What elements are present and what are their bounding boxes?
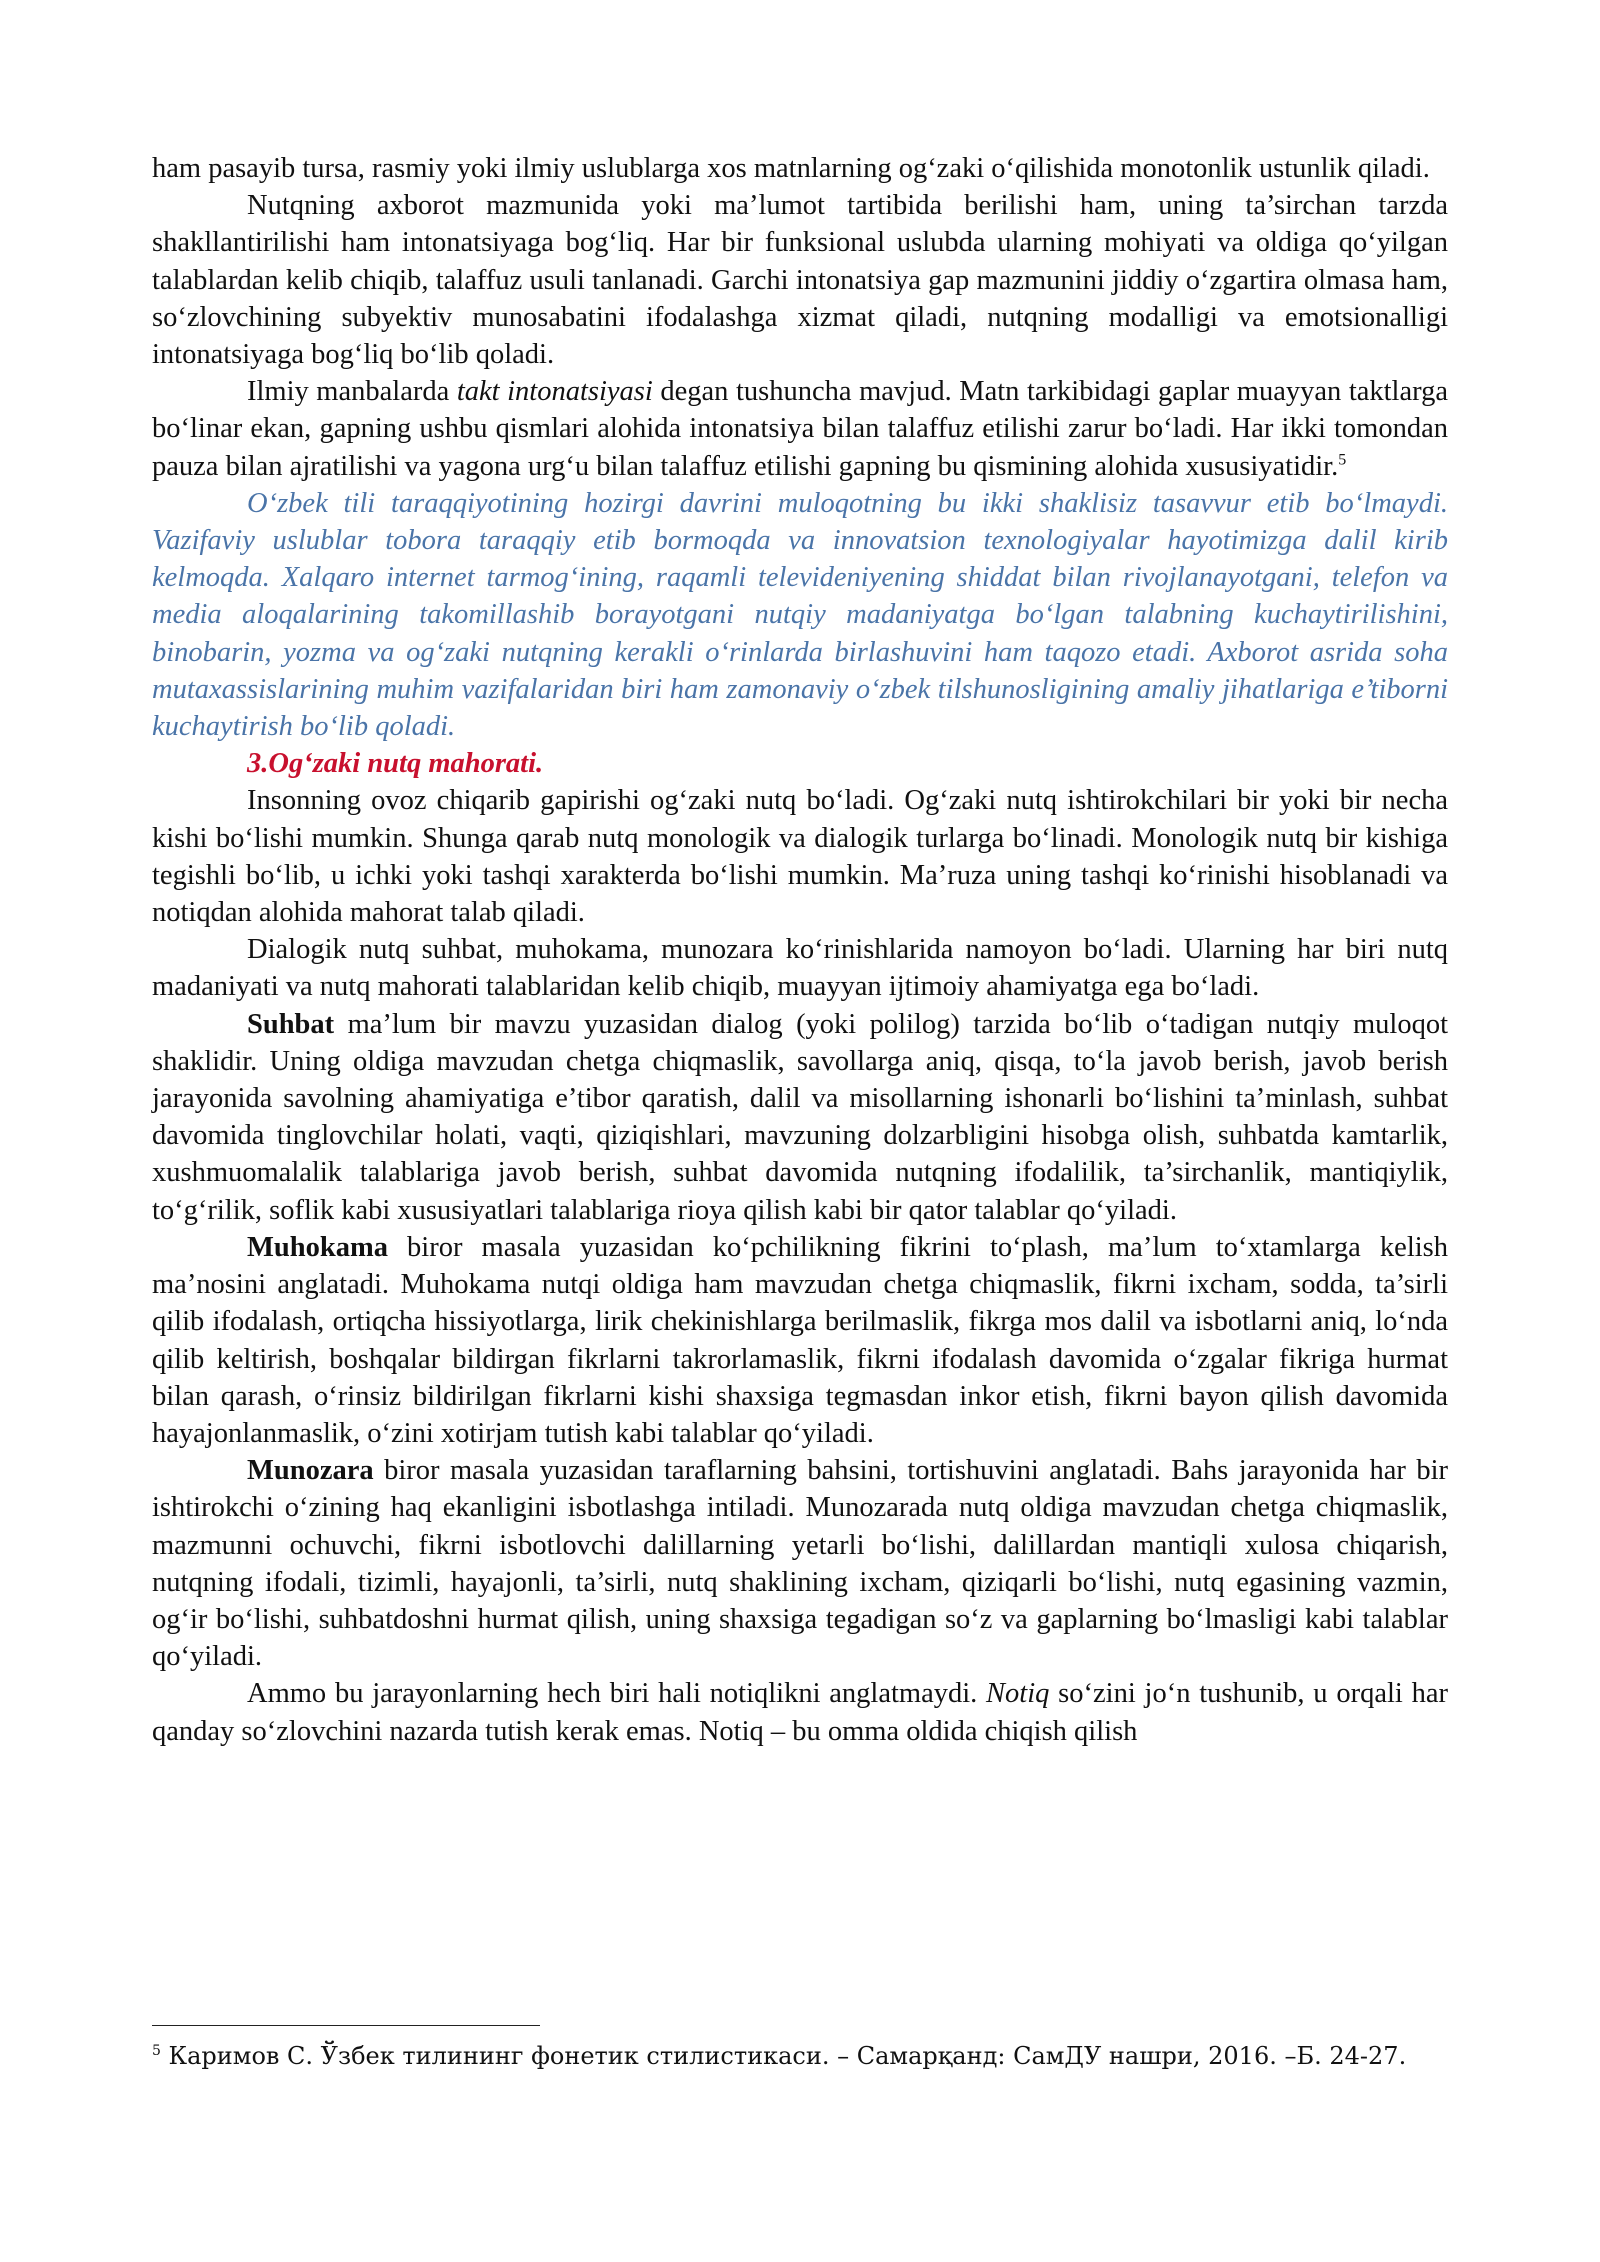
footnote bbox=[152, 2038, 1448, 2075]
paragraph-highlighted-quote: O‘zbek tili taraqqiyotining hozirgi davrini muloqotning bu ikki shaklisiz tasavvur etib bo‘lmaydi. Vazifaviy uslublar tobora taraqqiy etib bormoqda va innovatsion texnologiyalar hayotimizga dalil kirib kelmoqda. Xalqaro internet tarmog‘ining, raqamli televideniyening shiddat bilan rivojlanayotgani, telefon va media aloqalarining takomillashib borayotgani nutqiy madaniyatga bo‘lgan talabning kuchaytirilishini, binobarin, yozma va og‘zaki nutqning kerakli o‘rinlarda birlashuvini ham taqozo etadi. Axborot asrida soha mutaxassislarining muhim vazifalaridan biri ham zamonaviy o‘zbek tilshunosligining amaliy jihatlariga e’tiborni kuchaytirish bo‘lib qoladi. bbox=[152, 487, 1448, 743]
footnote-reference[interactable]: 5 bbox=[1338, 451, 1347, 469]
paragraph-dialogic-speech: Dialogik nutq suhbat, muhokama, munozara ko‘rinishlarida namoyon bo‘ladi. Ularning har biri nutq madaniyati va nutq mahorati talablaridan kelib chiqib, muayyan ijtimoiy ahamiyatga ega bo‘ladi. bbox=[152, 934, 1448, 1003]
paragraph-text: so‘zini jo‘n tushunib, u orqali har qanday so‘zlovchini nazarda tutish kerak emas. Notiq – bu omma oldida chiqish qilish bbox=[152, 1678, 1448, 1747]
paragraph-continuation: ham pasayib tursa, rasmiy yoki ilmiy uslublarga xos matnlarning og‘zaki o‘qilishida monotonlik ustunlik qiladi. bbox=[152, 153, 1430, 184]
paragraph-takt-intonation bbox=[152, 373, 1448, 485]
term-notiq: Notiq bbox=[986, 1678, 1050, 1710]
paragraph-notiq bbox=[152, 1675, 1448, 1749]
paragraph-text: biror masala yuzasidan taraflarning bahsini, tortishuvini anglatadi. Bahs jarayonida har bir ishtirokchi o‘zining haq ekanligini isbotlashga intiladi. Munozarada nutq oldiga mavzudan chetga chiqmaslik, mazmunni ochuvchi, fikrni isbotlovchi dalillarning yetarli bo‘lishi, dalillardan mantiqli xulosa chiqarish, nutqning ifodali, tizimli, hayajonli, ta’sirli, nutq shaklining ixcham, qiziqarli bo‘lishi, nutq egasining vazmin, og‘ir bo‘lishi, suhbatdoshni hurmat qilish, uning shaxsiga tegadigan so‘z va gaplarning bo‘lmasligi kabi talablar qo‘yiladi. bbox=[152, 1455, 1448, 1673]
paragraph-text: biror masala yuzasidan ko‘pchilikning fikrini to‘plash, ma’lum to‘xtamlarga kelish ma’nosini anglatadi. Muhokama nutqi oldiga ham mavzudan chetga chiqmaslik, fikrni ixcham, sodda, ta’sirli qilib ifodalash, ortiqcha hissiyotlarga, lirik chekinishlarga berilmaslik, fikrga mos dalil va isbotlarni aniq, lo‘nda qilib keltirish, boshqalar bildirgan fikrlarni takrorlamaslik, fikrni ifodalash davomida o‘zgalar fikriga hurmat bilan qarash, o‘rinsiz bildirilgan fikrlarni kishi shaxsiga tegmasdan inkor etish, fikrni bayon qilish davomida hayajonlanmaslik, o‘zini xotirjam tutish kabi talablar qo‘yiladi. bbox=[152, 1231, 1448, 1449]
paragraph-text: Ilmiy manbalarda bbox=[247, 376, 457, 408]
document-body bbox=[152, 150, 1448, 1750]
term-suhbat: Suhbat bbox=[247, 1008, 335, 1040]
term-munozara: Munozara bbox=[247, 1455, 374, 1487]
paragraph-munozara bbox=[152, 1452, 1448, 1675]
footnote-text: Каримов С. Ўзбек тилининг фонетик стилистикаси. – Самарқанд: СамДУ нашри, 2016. –Б. 24-27. bbox=[160, 2042, 1407, 2070]
paragraph-text: degan tushuncha mavjud. Matn tarkibidagi gaplar muayyan taktlarga bo‘linar ekan, gapning ushbu qismlari alohida intonatsiya bilan talaffuz etilishi zarur bo‘ladi. Har ikki tomondan pauza bilan ajratilishi va yagona urg‘u bilan talaffuz etilishi gapning bu qismining alohida xususiyatidir. bbox=[152, 376, 1449, 482]
paragraph-muhokama bbox=[152, 1229, 1448, 1452]
section-heading: 3.Og‘zaki nutq mahorati. bbox=[247, 748, 544, 780]
footnote-number: 5 bbox=[152, 2043, 161, 2059]
paragraph-intonation-info: Nutqning axborot mazmunida yoki ma’lumot tartibida berilishi ham, uning ta’sirchan tarzda shakllantirilishi ham intonatsiyaga bog‘liq. Har bir funksional uslubda ularning mohiyati va oldiga qo‘yilgan talablardan kelib chiqib, talaffuz usuli tanlanadi. Garchi intonatsiya gap mazmunini jiddiy o‘zgartira olmasa ham, so‘zlovchining subyektiv munosabatini ifodalashga xizmat qiladi, nutqning modalligi va emotsionalligi intonatsiyaga bog‘liq bo‘lib qoladi. bbox=[152, 190, 1448, 371]
term-muhokama: Muhokama bbox=[247, 1231, 388, 1263]
term-takt-intonatsiyasi: takt intonatsiyasi bbox=[456, 376, 653, 408]
paragraph-suhbat bbox=[152, 1006, 1448, 1229]
paragraph-oral-speech: Insonning ovoz chiqarib gapirishi og‘zaki nutq bo‘ladi. Og‘zaki nutq ishtirokchilari bir yoki bir necha kishi bo‘lishi mumkin. Shunga qarab nutq monologik va dialogik turlarga bo‘linadi. Monologik nutq bir kishiga tegishli bo‘lib, u ichki yoki tashqi xarakterda bo‘lishi mumkin. Ma’ruza uning tashqi ko‘rinishi hisoblanadi va notiqdan alohida mahorat talab qiladi. bbox=[152, 785, 1448, 929]
footnote-separator bbox=[152, 2025, 540, 2026]
paragraph-text: ma’lum bir mavzu yuzasidan dialog (yoki polilog) tarzida bo‘lib o‘tadigan nutqiy muloqot shaklidir. Uning oldiga mavzudan chetga chiqmaslik, savollarga aniq, qisqa, to‘la javob berish, javob berish jarayonida savolning ahamiyatiga e’tibor qaratish, dalil va misollarning ishonarli bo‘lishini ta’minlash, suhbat davomida tinglovchilar holati, vaqti, qiziqishlari, mavzuning dolzarbligini hisobga olish, suhbatda kamtarlik, xushmuomalalik talablariga javob berish, suhbat davomida nutqning ifodalilik, ta’sirchanlik, mantiqiylik, to‘g‘rilik, soflik kabi xususiyatlari talablariga rioya qilish kabi bir qator talablar qo‘yiladi. bbox=[152, 1008, 1448, 1226]
paragraph-text: Ammo bu jarayonlarning hech biri hali notiqlikni anglatmaydi. bbox=[247, 1678, 987, 1710]
